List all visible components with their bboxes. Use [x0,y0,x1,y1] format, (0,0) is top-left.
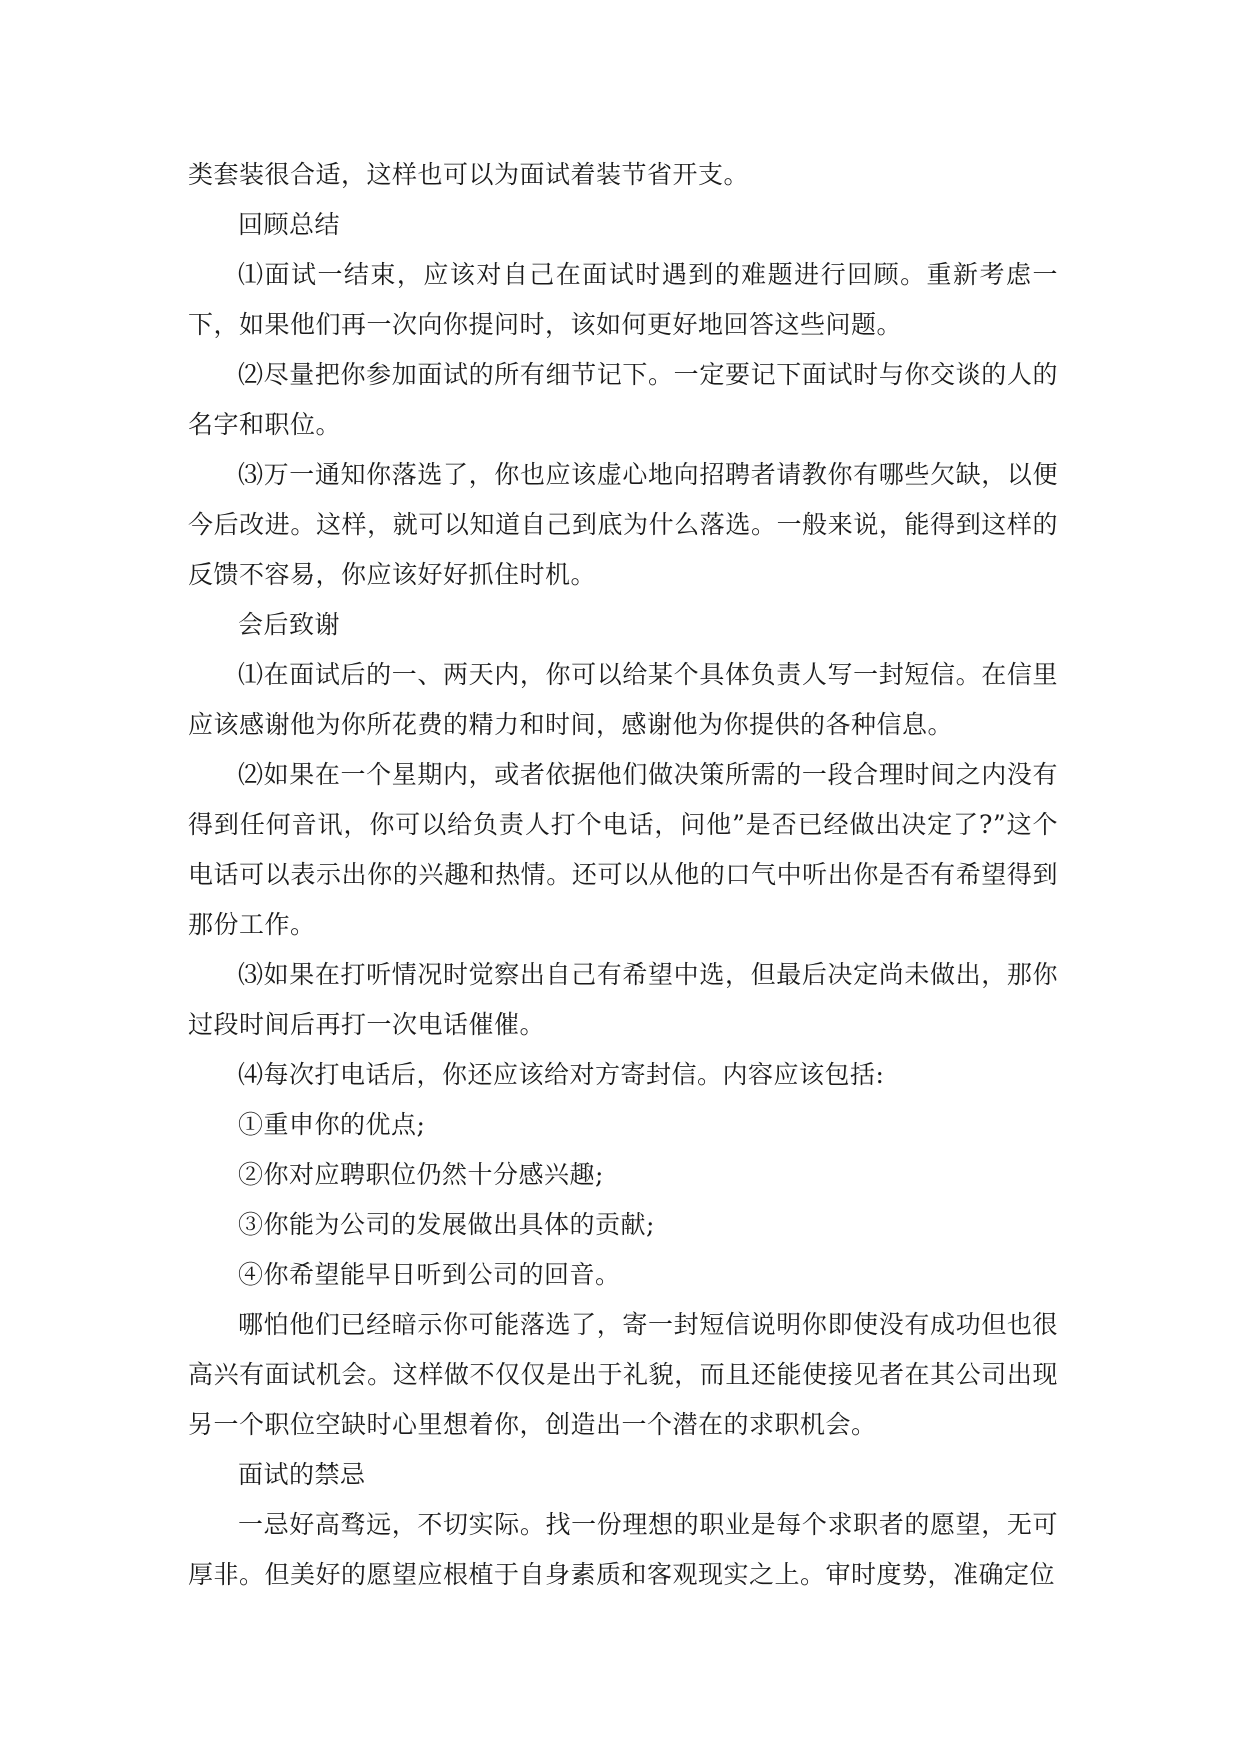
section-heading-taboos: 面试的禁忌 [238,1460,366,1489]
paragraph-review-2: ⑵尽量把你参加面试的所有细节记下。一定要记下面试时与你交谈的人的名字和职位。 [188,360,1058,439]
list-item-3: ③你能为公司的发展做出具体的贡献; [238,1210,655,1239]
paragraph-thanks-3: ⑶如果在打听情况时觉察出自己有希望中选，但最后决定尚未做出，那你过段时间后再打一次电话催催。 [188,960,1058,1039]
section-heading-review: 回顾总结 [238,210,341,239]
section-heading-thanks: 会后致谢 [238,610,341,639]
list-item-4: ④你希望能早日听到公司的回音。 [238,1260,621,1289]
paragraph-review-1: ⑴面试一结束，应该对自己在面试时遇到的难题进行回顾。重新考虑一下，如果他们再一次向你提问时，该如何更好地回答这些问题。 [188,260,1058,339]
paragraph-taboo-1: 一忌好高骛远，不切实际。找一份理想的职业是每个求职者的愿望，无可厚非。但美好的愿望应根植于自身素质和客观现实之上。审时度势，准确定位 [188,1510,1058,1589]
paragraph-review-3: ⑶万一通知你落选了，你也应该虚心地向招聘者请教你有哪些欠缺，以便今后改进。这样，就可以知道自己到底为什么落选。一般来说，能得到这样的反馈不容易，你应该好好抓住时机。 [188,460,1058,589]
paragraph-continuation: 类套装很合适，这样也可以为面试着装节省开支。 [188,160,750,189]
document-page [188,150,1058,1600]
paragraph-thanks-1: ⑴在面试后的一、两天内，你可以给某个具体负责人写一封短信。在信里应该感谢他为你所花费的精力和时间，感谢他为你提供的各种信息。 [188,660,1058,739]
list-item-2: ②你对应聘职位仍然十分感兴趣; [238,1160,604,1189]
list-item-1: ①重申你的优点; [238,1110,426,1139]
paragraph-thanks-note: 哪怕他们已经暗示你可能落选了，寄一封短信说明你即使没有成功但也很高兴有面试机会。这样做不仅仅是出于礼貌，而且还能使接见者在其公司出现另一个职位空缺时心里想着你，创造出一个潜在的求职机会。 [188,1310,1058,1439]
paragraph-thanks-4: ⑷每次打电话后，你还应该给对方寄封信。内容应该包括: [238,1060,885,1089]
paragraph-thanks-2: ⑵如果在一个星期内，或者依据他们做决策所需的一段合理时间之内没有得到任何音讯，你可以给负责人打个电话，问他”是否已经做出决定了?”这个电话可以表示出你的兴趣和热情。还可以从他的口气中听出你是否有希望得到那份工作。 [188,760,1058,939]
